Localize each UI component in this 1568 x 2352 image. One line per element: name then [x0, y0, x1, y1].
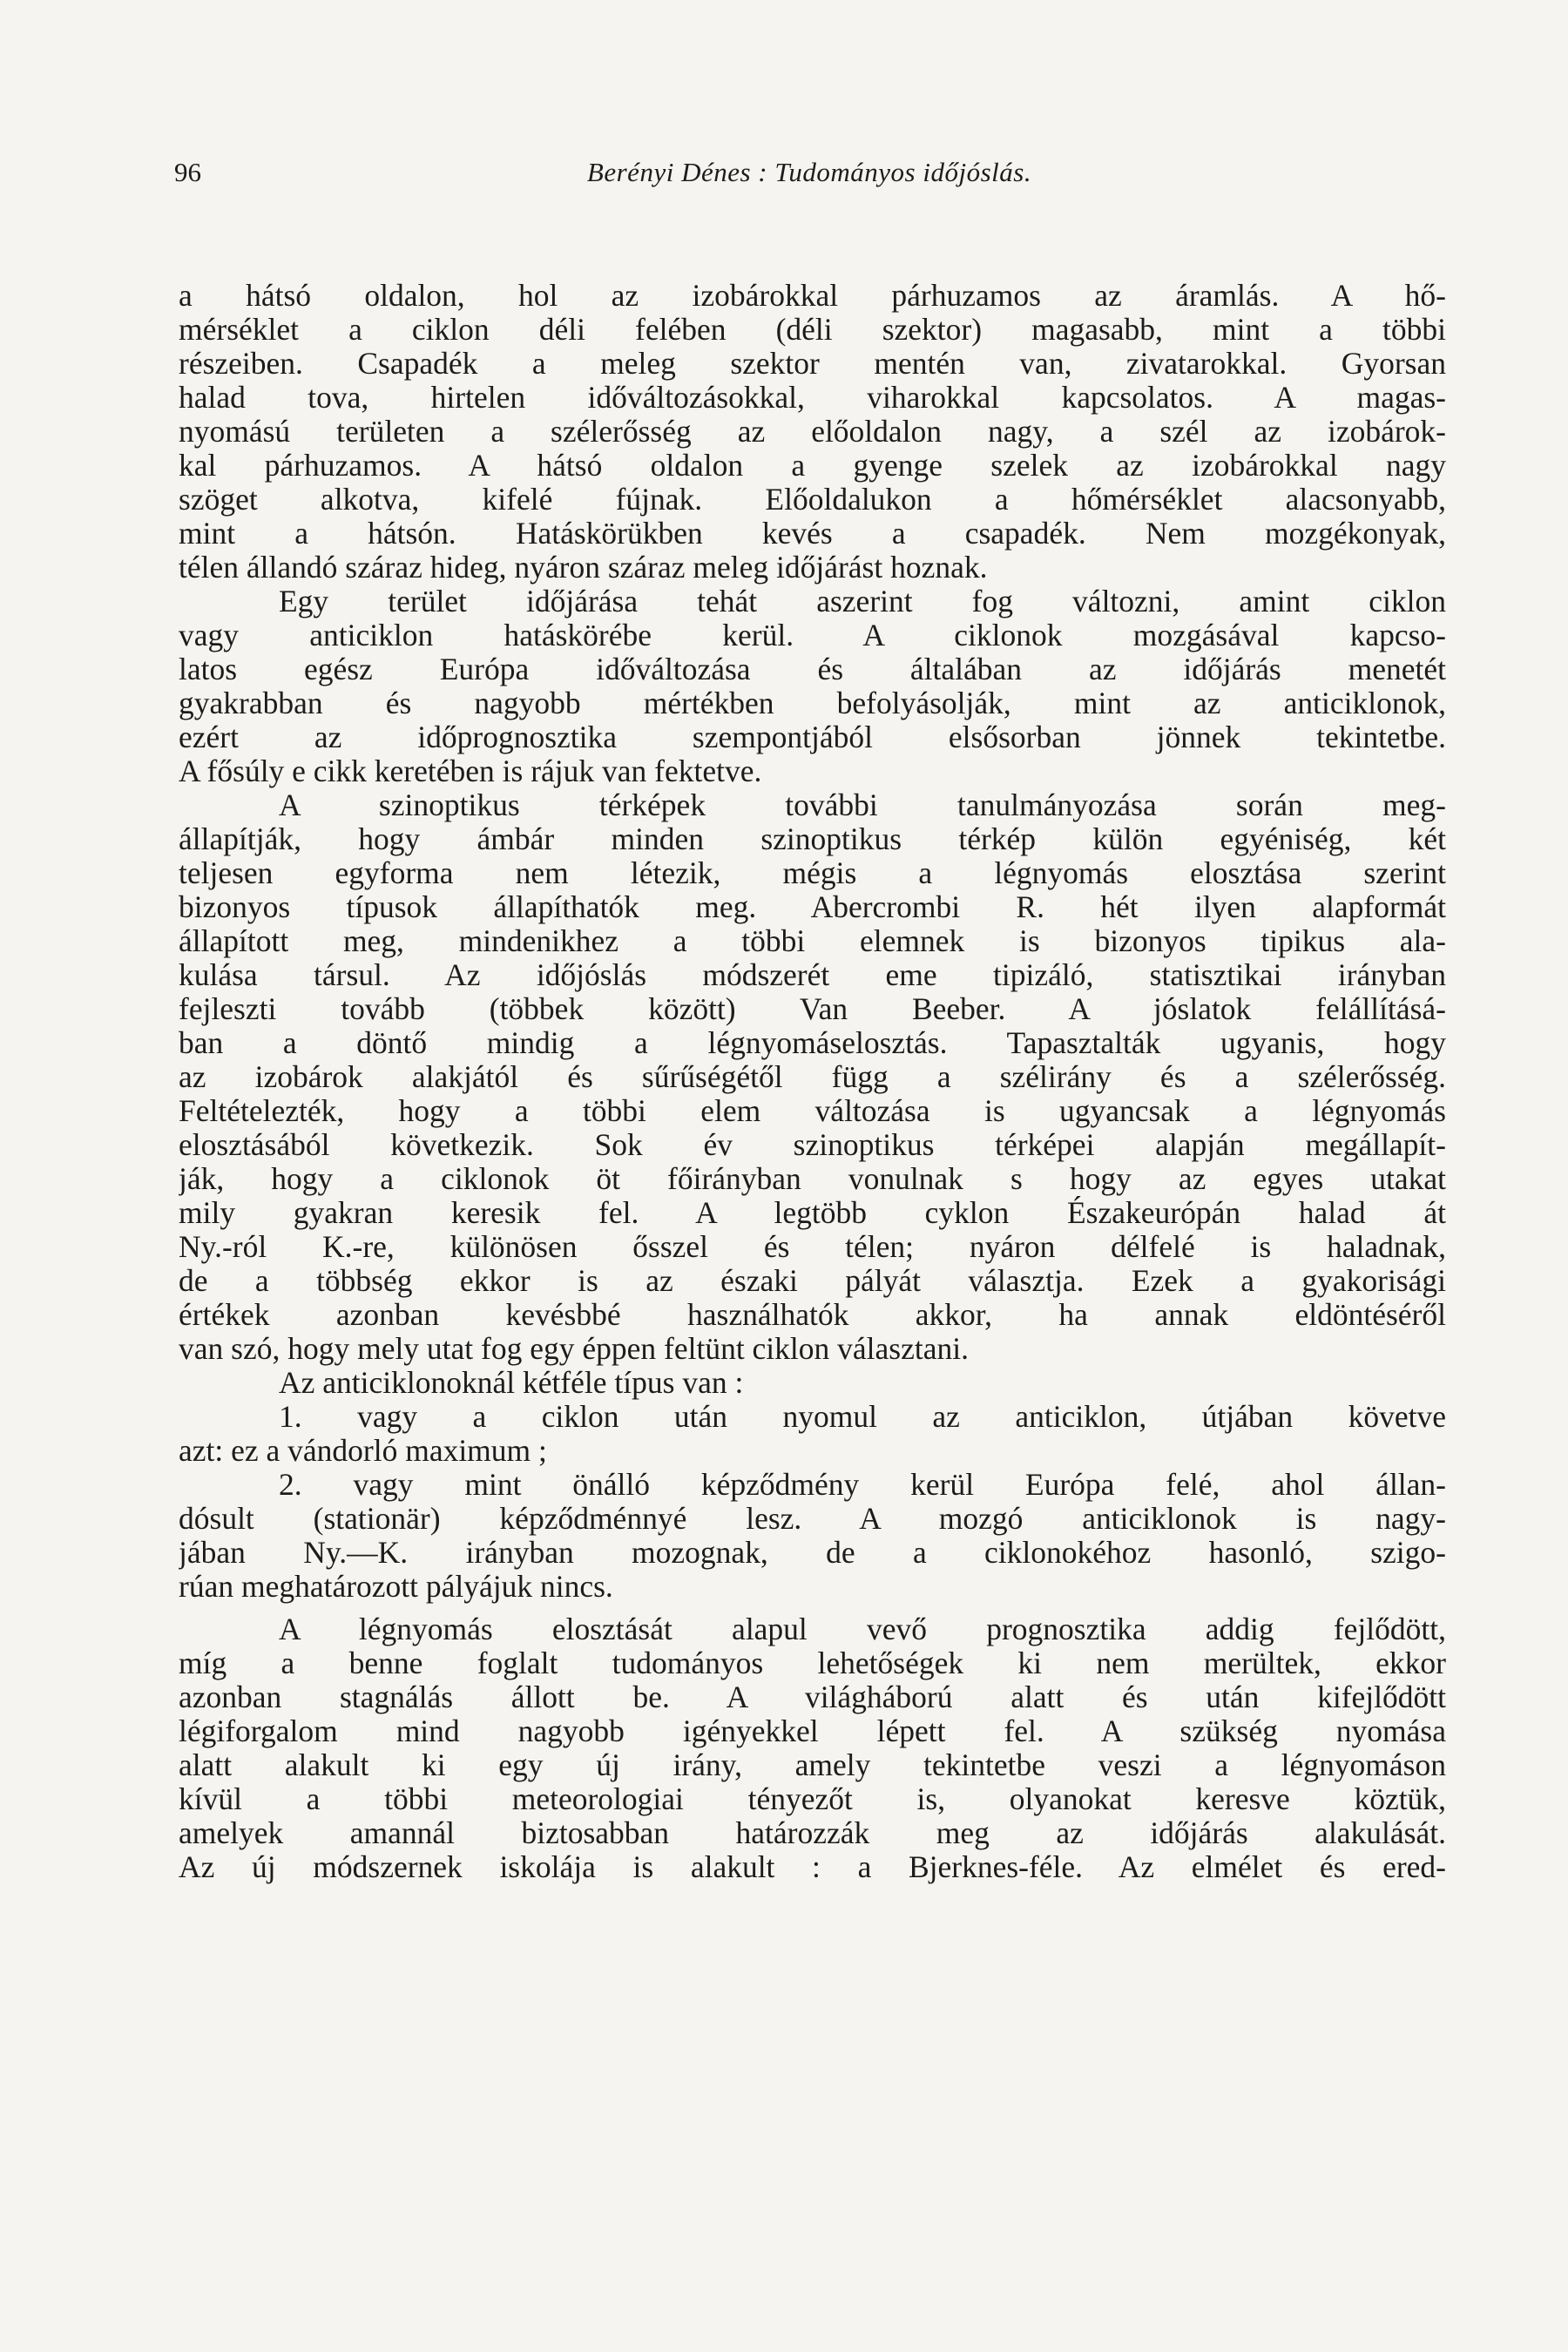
text-line: halad tova, hirtelen időváltozásokkal, viharokkal kapcsolatos. A magas-	[179, 381, 1446, 415]
text-line: ban a döntő mindig a légnyomáselosztás. Tapasztalták ugyanis, hogy	[179, 1026, 1446, 1060]
text-line: A fősúly e cikk keretében is rájuk van fektetve.	[179, 754, 762, 788]
text-line: mérséklet a ciklon déli felében (déli szektor) magasabb, mint a többi	[179, 313, 1446, 347]
text-line: légiforgalom mind nagyobb igényekkel lépett fel. A szükség nyomása	[179, 1714, 1446, 1748]
list-item-line: dósult (stationär) képződménnyé lesz. A mozgó anticiklonok is nagy-	[179, 1502, 1446, 1536]
text-line: szöget alkotva, kifelé fújnak. Előoldalukon a hőmérséklet alacsonyabb,	[179, 483, 1446, 517]
text-line: kal párhuzamos. A hátsó oldalon a gyenge szelek az izobárokkal nagy	[179, 449, 1446, 483]
text-line: télen állandó száraz hideg, nyáron száraz meleg időjárást hoznak.	[179, 551, 988, 585]
list-item-line: 2. vagy mint önálló képződmény kerül Európa felé, ahol állan-	[279, 1468, 1446, 1502]
running-header	[174, 153, 1444, 192]
text-line: állapítják, hogy ámbár minden szinoptikus térkép külön egyéniség, két	[179, 822, 1446, 856]
text-line: nyomású területen a szélerősség az előoldalon nagy, a szél az izobárok-	[179, 415, 1446, 449]
list-item-line: azt: ez a vándorló maximum ;	[179, 1434, 547, 1468]
text-line: bizonyos típusok állapíthatók meg. Abercrombi R. hét ilyen alapformát	[179, 890, 1446, 924]
list-item-line: 1. vagy a ciklon után nyomul az anticiklon, útjában követve	[279, 1400, 1446, 1434]
paragraph-gap	[179, 1604, 1446, 1612]
text-line: kívül a többi meteorologiai tényezőt is, olyanokat keresve köztük,	[179, 1782, 1446, 1816]
text-line: de a többség ekkor is az északi pályát választja. Ezek a gyakorisági	[179, 1264, 1446, 1298]
page-number: 96	[174, 157, 201, 187]
text-line: a hátsó oldalon, hol az izobárokkal párhuzamos az áramlás. A hő-	[179, 279, 1446, 313]
text-line: van szó, hogy mely utat fog egy éppen feltünt ciklon választani.	[179, 1332, 969, 1366]
text-line: Egy terület időjárása tehát aszerint fog változni, amint ciklon	[279, 585, 1446, 618]
text-line: ják, hogy a ciklonok öt főirányban vonulnak s hogy az egyes utakat	[179, 1162, 1446, 1196]
text-line: Ny.-ról K.-re, különösen ősszel és télen; nyáron délfelé is haladnak,	[179, 1230, 1446, 1264]
text-line: részeiben. Csapadék a meleg szektor mentén van, zivatarokkal. Gyorsan	[179, 347, 1446, 381]
text-line: teljesen egyforma nem létezik, mégis a légnyomás elosztása szerint	[179, 856, 1446, 890]
text-line: míg a benne foglalt tudományos lehetőségek ki nem merültek, ekkor	[179, 1646, 1446, 1680]
text-line: Feltételezték, hogy a többi elem változása is ugyancsak a légnyomás	[179, 1094, 1446, 1128]
text-line: latos egész Európa időváltozása és általában az időjárás menetét	[179, 652, 1446, 686]
text-line: Az új módszernek iskolája is alakult : a Bjerknes-féle. Az elmélet és ered-	[179, 1850, 1446, 1884]
text-line: az izobárok alakjától és sűrűségétől függ a szélirány és a szélerősség.	[179, 1060, 1446, 1094]
text-line: értékek azonban kevésbbé használhatók akkor, ha annak eldöntéséről	[179, 1298, 1446, 1332]
text-line: elosztásából következik. Sok év szinoptikus térképei alapján megállapít-	[179, 1128, 1446, 1162]
text-line: gyakrabban és nagyobb mértékben befolyásolják, mint az anticiklonok,	[179, 686, 1446, 720]
body-text	[179, 279, 1446, 1884]
text-line: amelyek amannál biztosabban határozzák meg az időjárás alakulását.	[179, 1816, 1446, 1850]
text-line: azonban stagnálás állott be. A világháború alatt és után kifejlődött	[179, 1680, 1446, 1714]
text-line: fejleszti tovább (többek között) Van Beeber. A jóslatok felállításá-	[179, 992, 1446, 1026]
text-line: mint a hátsón. Hatáskörükben kevés a csapadék. Nem mozgékonyak,	[179, 517, 1446, 551]
text-line: állapított meg, mindenikhez a többi elemnek is bizonyos tipikus ala-	[179, 924, 1446, 958]
running-title: Berényi Dénes : Tudományos időjóslás.	[586, 157, 1032, 187]
text-line: A légnyomás elosztását alapul vevő prognosztika addig fejlődött,	[279, 1612, 1446, 1646]
text-line: alatt alakult ki egy új irány, amely tekintetbe veszi a légnyomáson	[179, 1748, 1446, 1782]
text-line: ezért az időprognosztika szempontjából elsősorban jönnek tekintetbe.	[179, 720, 1446, 754]
list-item-line: rúan meghatározott pályájuk nincs.	[179, 1570, 613, 1604]
text-line: mily gyakran keresik fel. A legtöbb cyklon Északeurópán halad át	[179, 1196, 1446, 1230]
text-line: A szinoptikus térképek további tanulmányozása során meg-	[279, 788, 1446, 822]
text-line: vagy anticiklon hatáskörébe kerül. A ciklonok mozgásával kapcso-	[179, 618, 1446, 652]
list-item-line: jában Ny.—K. irányban mozognak, de a ciklonokéhoz hasonló, szigo-	[179, 1536, 1446, 1570]
text-line: kulása társul. Az időjóslás módszerét eme tipizáló, statisztikai irányban	[179, 958, 1446, 992]
text-line: Az anticiklonoknál kétféle típus van :	[279, 1366, 744, 1400]
